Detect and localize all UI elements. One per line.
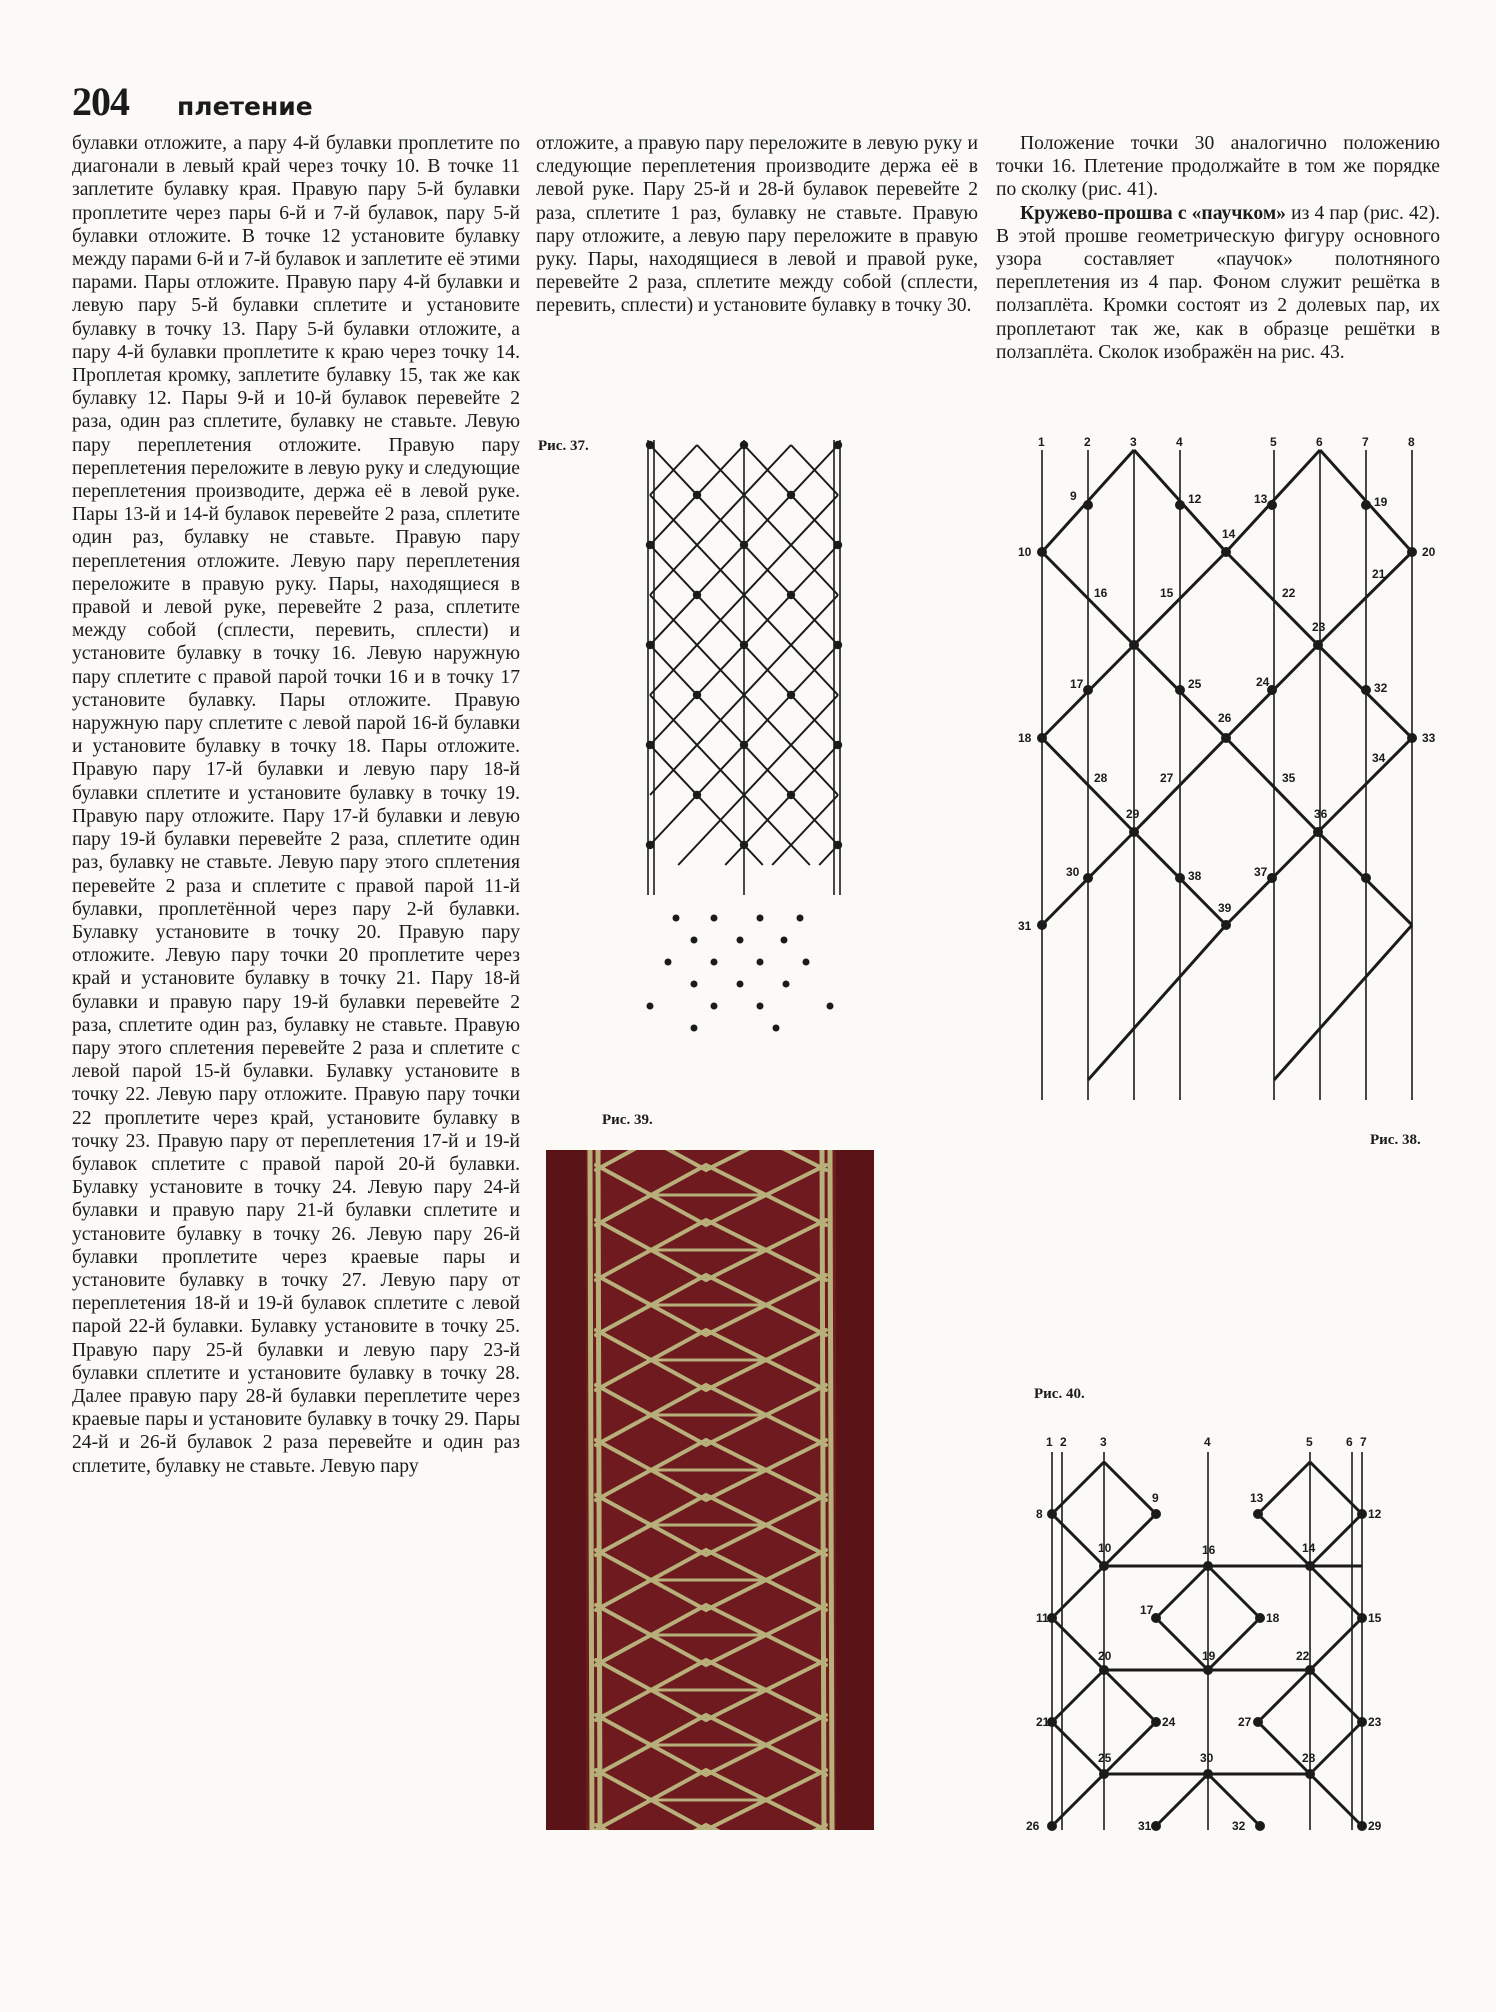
pin-number-label: 6 bbox=[1346, 1435, 1353, 1449]
point-label: 31 bbox=[1138, 1819, 1152, 1833]
lace-border-thread bbox=[598, 1150, 600, 1830]
diagonal-thread bbox=[1088, 925, 1226, 1080]
pin-point bbox=[1407, 547, 1417, 557]
point-label: 27 bbox=[1238, 1715, 1252, 1729]
point-label: 8 bbox=[1036, 1507, 1043, 1521]
pricking-dot bbox=[781, 937, 788, 944]
diagonal-thread bbox=[1156, 1618, 1208, 1670]
point-label: 16 bbox=[1094, 586, 1108, 600]
section-title: плетение bbox=[177, 92, 313, 121]
diagonal-thread bbox=[1258, 1670, 1310, 1722]
diagonal-thread bbox=[1104, 1462, 1156, 1514]
pin-number-label: 2 bbox=[1084, 435, 1091, 449]
point-label: 18 bbox=[1266, 1611, 1280, 1625]
pin-point bbox=[1361, 685, 1371, 695]
pin-number-label: 6 bbox=[1316, 435, 1323, 449]
pin-point bbox=[1083, 685, 1093, 695]
fig40-caption: Рис. 40. bbox=[1034, 1386, 1085, 1402]
pin-point bbox=[1175, 500, 1185, 510]
column3-para2 bbox=[996, 202, 1440, 364]
point-label: 17 bbox=[1070, 677, 1084, 691]
fig39-caption: Рис. 39. bbox=[602, 1112, 653, 1128]
pricking-dot bbox=[647, 1003, 654, 1010]
diagonal-thread bbox=[1104, 1514, 1156, 1566]
pin-point bbox=[693, 591, 701, 599]
point-label: 35 bbox=[1282, 771, 1296, 785]
pricking-dot bbox=[737, 937, 744, 944]
pin-point bbox=[646, 741, 654, 749]
pin-number-label: 1 bbox=[1038, 435, 1045, 449]
point-label: 20 bbox=[1098, 1649, 1112, 1663]
pin-point bbox=[646, 541, 654, 549]
pin-point bbox=[1305, 1769, 1315, 1779]
point-label: 24 bbox=[1162, 1715, 1176, 1729]
pin-point bbox=[1203, 1561, 1213, 1571]
diagonal-thread bbox=[1258, 1514, 1310, 1566]
column1-text: булавки отложите, а пару 4-й булавки проплетите по диагонали в левый край через точку 10. В точке 11 заплетите булавку края. Правую пару 5-й булавки проплетите через пары 6-й и 7-й булавок, пару 5-й булавки отложите. В точке 12 установите булавку между парами 6-й и 7-й булавок и заплетите её этими парами. Пары отложите. Правую пару 4-й булавки и левую пару 5-й булавки сплетите и установите булавку в точку 13. Пару 5-й булавки отложите, а пару 4-й булавки проплетите к краю через точку 14. Проплетая кромку, заплетите булавку 15, так же как булавку 12. Пары 9-й и 10-й булавок перевейте 2 раза, один раз сплетите, булавку не ставьте. Левую пару переплетения отложите. Правую пару переплетения переложите в левую руку и следующие переплетения производите, держа её в левой руке. Пары 13-й и 14-й булавок перевейте 2 раза, сплетите один раз, булавку не ставьте. Правую пару переплетения отложите. Левую пару переплетения переложите в правую руку. Пары, находящиеся в правой и левой руке, перевейте 2 раза, сплетите между собой (сплести, перевить, сплести) и установите булавку в точку 16. Левую наружную пару сплетите с правой парой точки 16 и в точку 17 установите булавку. Пары отложите. Правую наружную пару сплетите с левой парой 16-й булавки и установите булавку в точку 18. Пары отложите. Правую пару 17-й булавки и левую пару 18-й булавки сплетите и установите булавку в точку 19. Правую пару отложите. Пару 17-й булавки и левую пару 19-й булавки перевейте 2 раза, сплетите один раз, булавку не ставьте. Левую пару этого сплетения перевейте 2 раза и сплетите с правой парой 11-й булавки, проплетённой через пару 2-й булавки. Булавку установите в точку 20. Правую пару отложите. Левую пару точки 20 проплетите через край и установите булавку в точку 21. Пару 18-й булавки и правую пару 19-й булавки перевейте 2 раза, сплетите один раз, булавку не ставьте. Правую пару этого сплетения перевейте 2 раза и сплетите с левой парой 15-й булавки. Булавку установите в точку 22. Левую пару отложите. Правую пару точки 22 проплетите через край, установите булавку в точку 23. Правую пару от переплетения 17-й и 19-й булавок сплетите с правой парой 20-й булавки. Булавку установите в точку 24. Левую пару 24-й булавки и правую пару 21-й булавки сплетите и установите булавку в точку 26. Левую пару 26-й булавки проплетите через краевые пары и установите булавку в точку 27. Левую пару от переплетения 18-й и 19-й булавок сплетите с левой парой 22-й булавки. Булавку установите в точку 25. Правую пару 25-й булавки и левую пару 23-й булавки сплетите и установите булавку в точку 28. Далее правую пару 28-й булавки переплетите через краевые пары и установите булавку в точку 29. Пары 24-й и 26-й булавок 2 раза перевейте и один раз сплетите, булавку не ставьте. Левую пару bbox=[72, 133, 520, 1477]
pricking-dot bbox=[773, 1025, 780, 1032]
point-label: 32 bbox=[1374, 681, 1388, 695]
point-label: 25 bbox=[1098, 1751, 1112, 1765]
pin-point bbox=[646, 841, 654, 849]
pin-point bbox=[1047, 1821, 1057, 1831]
pricking-dot bbox=[691, 1025, 698, 1032]
pricking-dot bbox=[711, 1003, 718, 1010]
lace-title: Кружево-прошва с «паучком» bbox=[1020, 202, 1286, 224]
photo-edge-left bbox=[546, 1150, 586, 1830]
point-label: 36 bbox=[1314, 807, 1328, 821]
page-number: 204 bbox=[72, 79, 129, 124]
text-column-3 bbox=[996, 132, 1440, 364]
point-label: 28 bbox=[1302, 1751, 1316, 1765]
point-label: 23 bbox=[1312, 620, 1326, 634]
point-label: 13 bbox=[1254, 492, 1268, 506]
point-label: 34 bbox=[1372, 751, 1386, 765]
diagonal-thread bbox=[1104, 1722, 1156, 1774]
pin-point bbox=[1037, 920, 1047, 930]
fig37-caption: Рис. 37. bbox=[538, 438, 589, 454]
pricking-dot bbox=[783, 981, 790, 988]
pin-point bbox=[834, 641, 842, 649]
pricking-dot bbox=[827, 1003, 834, 1010]
pin-number-label: 7 bbox=[1362, 435, 1369, 449]
point-label: 15 bbox=[1160, 586, 1174, 600]
diagonal-thread bbox=[1052, 1670, 1104, 1722]
diagonal-thread bbox=[678, 695, 838, 865]
pin-point bbox=[1129, 640, 1139, 650]
pricking-dot bbox=[665, 959, 672, 966]
diagonal-thread bbox=[1226, 552, 1318, 645]
pricking-dot bbox=[737, 981, 744, 988]
pricking-dot bbox=[691, 981, 698, 988]
point-label: 28 bbox=[1094, 771, 1108, 785]
diagonal-thread bbox=[1318, 738, 1412, 832]
point-label: 9 bbox=[1070, 489, 1077, 503]
point-label: 32 bbox=[1232, 1819, 1246, 1833]
point-label: 26 bbox=[1026, 1819, 1040, 1833]
pin-point bbox=[834, 541, 842, 549]
pin-point bbox=[740, 841, 748, 849]
point-label: 29 bbox=[1368, 1819, 1382, 1833]
pin-point bbox=[1305, 1665, 1315, 1675]
pin-point bbox=[1313, 640, 1323, 650]
pin-point bbox=[646, 441, 654, 449]
pin-point bbox=[1255, 1821, 1265, 1831]
pin-point bbox=[1083, 873, 1093, 883]
diagonal-thread bbox=[1208, 1618, 1260, 1670]
pin-point bbox=[1255, 1613, 1265, 1623]
point-label: 16 bbox=[1202, 1543, 1216, 1557]
lace-photo-image bbox=[546, 1150, 874, 1830]
diagonal-thread bbox=[1052, 1566, 1104, 1618]
pin-point bbox=[1203, 1665, 1213, 1675]
lace-border-thread bbox=[830, 1150, 832, 1830]
pin-point bbox=[1357, 1613, 1367, 1623]
pin-point bbox=[1037, 733, 1047, 743]
pin-number-label: 8 bbox=[1408, 435, 1415, 449]
point-label: 25 bbox=[1188, 677, 1202, 691]
point-label: 31 bbox=[1018, 919, 1032, 933]
point-label: 30 bbox=[1200, 1751, 1214, 1765]
diagonal-thread bbox=[1310, 1670, 1362, 1722]
pin-point bbox=[834, 441, 842, 449]
pin-point bbox=[1221, 547, 1231, 557]
pin-point bbox=[1267, 873, 1277, 883]
diagonal-thread bbox=[1318, 552, 1412, 645]
diagonal-thread bbox=[1156, 1566, 1208, 1618]
diagonal-thread bbox=[1156, 1774, 1208, 1826]
diagonal-thread bbox=[1226, 738, 1318, 832]
point-label: 38 bbox=[1188, 869, 1202, 883]
pin-point bbox=[1037, 547, 1047, 557]
diagonal-thread bbox=[1310, 1514, 1362, 1566]
pin-point bbox=[1313, 827, 1323, 837]
pin-number-label: 4 bbox=[1176, 435, 1183, 449]
pin-point bbox=[1151, 1717, 1161, 1727]
pin-point bbox=[693, 691, 701, 699]
pin-point bbox=[1221, 733, 1231, 743]
pin-number-label: 3 bbox=[1100, 1435, 1107, 1449]
pin-point bbox=[1175, 873, 1185, 883]
pin-point bbox=[1305, 1561, 1315, 1571]
pin-point bbox=[1099, 1769, 1109, 1779]
page-header bbox=[72, 78, 313, 125]
diagonal-thread bbox=[1274, 925, 1412, 1080]
pricking-dot bbox=[711, 915, 718, 922]
pin-point bbox=[1407, 733, 1417, 743]
diagonal-thread bbox=[1258, 1462, 1310, 1514]
pin-point bbox=[1357, 1717, 1367, 1727]
text-column-2 bbox=[536, 132, 978, 318]
point-label: 18 bbox=[1018, 731, 1032, 745]
point-label: 14 bbox=[1302, 1541, 1316, 1555]
point-label: 37 bbox=[1254, 865, 1268, 879]
point-label: 10 bbox=[1098, 1541, 1112, 1555]
point-label: 19 bbox=[1374, 495, 1388, 509]
pin-point bbox=[834, 841, 842, 849]
diagonal-thread bbox=[1052, 1618, 1104, 1670]
diagonal-thread bbox=[1310, 1618, 1362, 1670]
pin-point bbox=[834, 741, 842, 749]
pricking-dot bbox=[711, 959, 718, 966]
point-label: 13 bbox=[1250, 1491, 1264, 1505]
pricking-dot bbox=[757, 1003, 764, 1010]
column2-text: отложите, а правую пару переложите в левую руку и следующие переплетения производите держа её в левой руке. Пару 25-й и 28-й булавок перевейте 2 раза, сплетите 1 раз, булавку не ставьте. Правую пару отложите, а левую пару переложите в правую руку. Пары, находящиеся в левой и правой руке, перевейте 2 раза, сплетите между собой (сплести, перевить, сплести) и установите булавку в точку 30. bbox=[536, 133, 978, 317]
pin-point bbox=[1253, 1717, 1263, 1727]
point-label: 22 bbox=[1296, 1649, 1310, 1663]
pin-point bbox=[1151, 1821, 1161, 1831]
pricking-dot bbox=[803, 959, 810, 966]
pricking-dot bbox=[797, 915, 804, 922]
point-label: 19 bbox=[1202, 1649, 1216, 1663]
pin-point bbox=[740, 641, 748, 649]
pin-number-label: 7 bbox=[1360, 1435, 1367, 1449]
pin-point bbox=[1083, 500, 1093, 510]
pin-point bbox=[1357, 1509, 1367, 1519]
pin-number-label: 5 bbox=[1270, 435, 1277, 449]
diagonal-thread bbox=[1052, 1462, 1104, 1514]
pin-point bbox=[693, 491, 701, 499]
photo-edge-right bbox=[836, 1150, 874, 1830]
diagonal-thread bbox=[1208, 1566, 1260, 1618]
pricking-dot bbox=[757, 915, 764, 922]
pin-point bbox=[1361, 873, 1371, 883]
point-label: 29 bbox=[1126, 807, 1140, 821]
point-label: 30 bbox=[1066, 865, 1080, 879]
pin-number-label: 3 bbox=[1130, 435, 1137, 449]
point-label: 9 bbox=[1152, 1491, 1159, 1505]
point-label: 39 bbox=[1218, 901, 1232, 915]
pin-point bbox=[1047, 1509, 1057, 1519]
pin-point bbox=[1253, 1509, 1263, 1519]
pin-number-label: 4 bbox=[1204, 1435, 1211, 1449]
column3-para2-rest: из 4 пар (рис. 42). В этой прошве геометрическую фигуру основного узора составляет «паучок» полотняного переплетения из 4 пар. Фоном служит решётка в ползаплёта. Кромки состоят из 2 долевых пар, их проплетают так же, как в образце решётки в ползаплёта. Сколок изображён на рис. 43. bbox=[996, 202, 1441, 363]
pin-point bbox=[1357, 1821, 1367, 1831]
point-label: 14 bbox=[1222, 527, 1236, 541]
pin-point bbox=[1203, 1769, 1213, 1779]
point-label: 21 bbox=[1372, 567, 1386, 581]
pricking-dot bbox=[691, 937, 698, 944]
pin-point bbox=[740, 741, 748, 749]
pin-point bbox=[787, 791, 795, 799]
pricking-dot bbox=[673, 915, 680, 922]
diagonal-thread bbox=[1258, 1722, 1310, 1774]
fig39-lace-photo bbox=[546, 1150, 874, 1830]
point-label: 12 bbox=[1368, 1507, 1382, 1521]
diagonal-thread bbox=[1310, 1566, 1362, 1618]
pin-point bbox=[1151, 1509, 1161, 1519]
pin-number-label: 5 bbox=[1306, 1435, 1313, 1449]
diagonal-thread bbox=[1310, 1722, 1362, 1774]
point-label: 12 bbox=[1188, 492, 1202, 506]
lace-border-thread bbox=[590, 1150, 592, 1830]
point-label: 11 bbox=[1036, 1611, 1049, 1625]
point-label: 17 bbox=[1140, 1603, 1154, 1617]
pin-point bbox=[740, 541, 748, 549]
column3-para1: Положение точки 30 аналогично положению точки 16. Плетение продолжайте в том же порядке по сколку (рис. 41). bbox=[996, 133, 1440, 201]
point-label: 24 bbox=[1256, 675, 1270, 689]
diagonal-thread bbox=[1052, 1514, 1104, 1566]
lace-border-thread bbox=[822, 1150, 824, 1830]
point-label: 20 bbox=[1422, 545, 1436, 559]
pricking-dot bbox=[757, 959, 764, 966]
pin-point bbox=[693, 791, 701, 799]
pin-point bbox=[787, 591, 795, 599]
point-label: 33 bbox=[1422, 731, 1436, 745]
pin-point bbox=[1221, 920, 1231, 930]
pin-point bbox=[1175, 685, 1185, 695]
point-label: 15 bbox=[1368, 1611, 1382, 1625]
pin-point bbox=[1099, 1561, 1109, 1571]
pin-point bbox=[646, 641, 654, 649]
point-label: 10 bbox=[1018, 545, 1032, 559]
diagonal-thread bbox=[1310, 1774, 1362, 1826]
pin-number-label: 1 bbox=[1046, 1435, 1053, 1449]
diagonal-thread bbox=[1310, 1462, 1362, 1514]
pin-number-label: 2 bbox=[1060, 1435, 1067, 1449]
text-column-1 bbox=[72, 132, 520, 1478]
point-label: 23 bbox=[1368, 1715, 1382, 1729]
point-label: 27 bbox=[1160, 771, 1174, 785]
diagonal-thread bbox=[1052, 1774, 1104, 1826]
point-label: 22 bbox=[1282, 586, 1296, 600]
fig38-caption: Рис. 38. bbox=[1370, 1132, 1421, 1148]
diagonal-thread bbox=[1052, 1722, 1104, 1774]
pin-point bbox=[1129, 827, 1139, 837]
pin-point bbox=[1361, 500, 1371, 510]
pin-point bbox=[787, 491, 795, 499]
pin-point bbox=[1267, 500, 1277, 510]
point-label: 26 bbox=[1218, 711, 1232, 725]
point-label: 21 bbox=[1036, 1715, 1050, 1729]
pin-point bbox=[1099, 1665, 1109, 1675]
pin-point bbox=[787, 691, 795, 699]
pin-point bbox=[740, 441, 748, 449]
diagonal-thread bbox=[1104, 1670, 1156, 1722]
